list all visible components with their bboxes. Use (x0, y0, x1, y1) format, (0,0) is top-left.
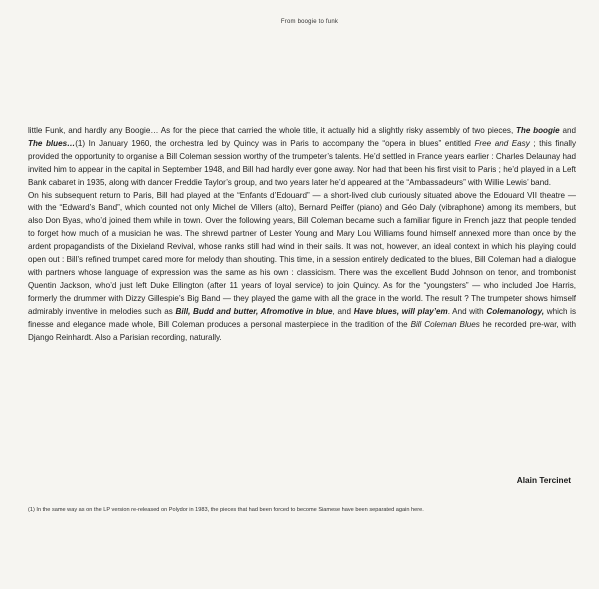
text-run: which is finesse and elegance made whole, Bill Coleman produces a personal masterpiece in the tradition of the (28, 306, 576, 329)
text-run: . And with (447, 306, 487, 316)
author-signature: Alain Tercinet (516, 475, 571, 485)
header-title: From boogie to funk (280, 19, 339, 25)
text-run: ; this finally provided the opportunity to organise a Bill Coleman session worthy of the trumpeter’s talents. He’d settled in France years earlier : Charles Delaunay had invited him to appear in the capital in September 1948, and Bill had hardly ever gone away. Nor had that been his first visit to Paris ; he’d played in a Left Bank cabaret in 1935, along with dancer Freddie Taylor’s group, and two years later he’d appeared at the “Ambassadeurs” with Willie Lewis’ band. (28, 138, 576, 187)
italic-title: Bill Coleman Blues (410, 319, 480, 329)
bold-italic-title: Colemanology, (486, 306, 545, 316)
text-run: On his subsequent return to Paris, Bill had played at the “Enfants d’Edouard” — a short-lived club curiously situated above the Edouard VII theatre — with the “Edward’s Band”, which counted not only Michel de Villers (alto), Bernard Peiffer (piano) and Géo Daly (vibraphone) among its members, but also Don Byas, who’d joined them while in town. Over the following years, Bill Coleman became such a familiar figure in French jazz that people tended to forget how much of a musician he was. The shrewd partner of Lester Young and Mary Lou Williams found himself annexed more than once by the ardent propagandists of the Dixieland Revival, whose ranks still had wind in their sails. It was not, however, an ideal context in which his playing could open out : Bill’s refined trumpet cared more for melody than shouting. This time, in a session entirely dedicated to the blues, Bill Coleman had a dialogue with partners whose language of expression was the same as his own : classicism. There was the excellent Budd Johnson on tenor, and trombonist Quentin Jackson, who’d just left Duke Ellington (after 11 years of loyal service) to join Quincy. As for the “youngsters” — who included Joe Harris, formerly the drummer with Dizzy Gillespie’s Big Band — they played the game with all the grace in the world. The result ? The trumpeter shows himself admirably inventive in melodies such as (28, 190, 576, 316)
text-run: , and (332, 306, 354, 316)
bold-italic-title: The blues… (28, 138, 76, 148)
paragraph-2 (28, 190, 576, 345)
footnote: (1) In the same way as on the LP version re-released on Polydor in 1983, the pieces that had been forced to become Siamese have been separated again here. (28, 507, 424, 513)
paragraph-1 (28, 125, 576, 190)
bold-italic-title: The boogie (515, 126, 560, 135)
italic-title: Free and Easy (474, 138, 530, 148)
running-header (0, 19, 599, 25)
text-run: little Funk, and hardly any Boogie… As for the piece that carried the whole title, it actually hid a slightly risky assembly of two pieces, (28, 126, 516, 135)
article-body (28, 125, 576, 344)
text-run: and (559, 126, 576, 135)
text-run: (1) In January 1960, the orchestra led by Quincy was in Paris to accompany the “opera in blues” entitled (75, 138, 475, 148)
text-run: he recorded pre-war, with Django Reinhardt. Also a Parisian recording, naturally. (28, 319, 577, 342)
bold-italic-title: Bill, Budd and butter, Afromotive in blue (175, 306, 333, 316)
bold-italic-title: Have blues, will play’em (353, 306, 448, 316)
